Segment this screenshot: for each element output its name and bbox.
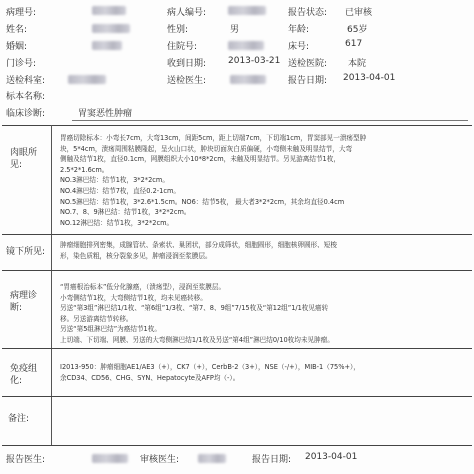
submitting-doctor-value [230, 75, 266, 84]
pathology-number-label: 病理号: [6, 8, 37, 18]
gross-line: 胃癌切除标本：小弯长7cm，大弯13cm，间距5cm，距上切端7cm，下切端1cm，胃窦部见一溃疡型肿 [60, 134, 367, 142]
diagnosis-line: 另送“第5组淋巴结”为癌结节1枚。 [60, 325, 161, 334]
gross-line: 侧触及结节1枚，直径0.1cm，网膜组织大小10*8*2cm，未触及明显结节。另见游离结节1枚， [60, 155, 340, 164]
marital-value [92, 41, 122, 50]
gross-findings-label-line2: 见: [10, 160, 23, 170]
gross-findings-label-line1: 肉眼所 [10, 148, 38, 158]
submitting-hospital-label: 送检医院: [288, 59, 328, 69]
ihc-line: I2013-950：肿瘤细胞AE1/AE3（+），CK7（+），CerbB-2（3+），NSE（-/+），MIB-1（75%+）， [60, 363, 360, 371]
patient-id-value [228, 6, 266, 15]
ihc-bottom-rule [2, 396, 472, 397]
report-date-label: 报告日期: [288, 76, 328, 86]
marital-label: 婚姻: [6, 42, 28, 52]
diagnosis-line: 小弯侧结节1枚，大弯侧结节1枚，均未见癌转移。 [60, 293, 207, 302]
gross-line: NO.4淋巴结：结节7枚，直径0.2-1cm。 [60, 186, 180, 195]
gross-line: NO.5淋巴结：结节1枚，3*2.6*1.5cm。NO6：结节5枚， 最大者3*2*2cm，其余均直径0.4cm [60, 197, 345, 206]
diagnosis-label-line2: 断: [10, 303, 23, 313]
submitting-department-label: 送检科室: [6, 76, 46, 86]
specimen-name-label: 标本名称: [6, 92, 46, 102]
report-date-value: 2013-04-01 [343, 73, 396, 83]
outpatient-number-label: 门诊号: [6, 59, 37, 69]
micro-bottom-rule [2, 270, 472, 271]
submitting-hospital-value: 本院 [348, 59, 367, 69]
diagnosis-text [60, 282, 470, 346]
gross-line: 块，5*4cm，溃疡周围粘膜隆起，呈火山口状，肿块切面灰白质偏硬，小弯侧未触及明显结节，大弯 [60, 144, 353, 153]
clinical-diagnosis-underline [72, 120, 468, 121]
gender-label: 性别: [167, 25, 189, 35]
diagnosis-bottom-rule [2, 348, 472, 349]
micro-line: 肿瘤细胞排列密集，成腺管状、条索状、巢团状，部分成筛状，细胞圆形，细胞核卵圆形、短梭 [60, 241, 337, 249]
name-label: 姓名: [6, 25, 28, 35]
bed-number-value: 617 [345, 39, 363, 49]
report-status-label: 报告状态: [288, 8, 328, 18]
reviewer-doctor-signature [198, 454, 226, 463]
remarks-label: 备注: [8, 414, 30, 424]
diagnosis-line: 另送“第3组”淋巴结1/1枚、“第6组”1/3枚、“第7、8、9组”7/15枚及“第12组”1/1枚见癌转 [60, 304, 329, 313]
clinical-diagnosis-label: 临床诊断: [6, 109, 46, 119]
micro-line: 形，染色质粗，核分裂象多见，肿瘤浸润至浆膜层。 [60, 251, 212, 260]
ihc-line: 余CD34、CD56、CHG、SYN、Hepatocyte及AFP均（-）。 [60, 373, 240, 382]
submitting-department-value [68, 75, 106, 84]
ihc-label-line1: 免疫组 [10, 364, 38, 374]
diagnosis-line: “胃癌根治标本”低分化腺癌，（溃疡型），浸润至浆膜层。 [60, 283, 226, 291]
gross-bottom-rule [2, 234, 472, 235]
bed-number-label: 床号: [288, 42, 310, 52]
report-doctor-signature [92, 454, 128, 463]
microscopic-findings-text [60, 240, 470, 261]
table-top-rule [2, 125, 472, 126]
microscopic-findings-label: 镜下所见: [6, 247, 46, 257]
gross-line: NO.12淋巴结：结节1枚，3*2*2cm。 [60, 218, 174, 227]
age-label: 年龄: [288, 25, 310, 35]
received-date-value: 2013-03-21 [228, 56, 281, 66]
inpatient-number-label: 住院号: [167, 42, 198, 52]
name-value [92, 24, 130, 33]
gross-line: NO.7、8、9淋巴结：结节1枚，3*2*2cm。 [60, 208, 191, 217]
gross-line: NO.3淋巴结：结节1枚，3*2*2cm。 [60, 176, 169, 185]
patient-id-label: 病人编号: [167, 8, 207, 18]
gross-findings-text [60, 133, 470, 228]
ihc-label-line2: 化: [10, 376, 23, 386]
footer-report-date-value: 2013-04-01 [305, 452, 358, 462]
label-column-divider [51, 125, 52, 445]
footer-report-date-label: 报告日期: [252, 455, 292, 465]
inpatient-number-value [228, 41, 264, 50]
clinical-diagnosis-value: 胃窦恶性肿瘤 [78, 109, 133, 119]
diagnosis-label-line1: 病理诊 [10, 291, 38, 301]
received-date-label: 收到日期: [167, 59, 207, 69]
age-value: 65岁 [347, 25, 368, 35]
remarks-bottom-rule [2, 445, 472, 446]
diagnosis-line: 上切端、下切端、网膜、另送的大弯侧淋巴结1/1枚及另送“第4组”淋巴结0/10枚均未见肿瘤。 [60, 335, 334, 344]
gender-value: 男 [230, 25, 240, 35]
report-doctor-label: 报告医生: [6, 455, 46, 465]
ihc-text [60, 362, 470, 383]
pathology-number-value [92, 6, 126, 15]
diagnosis-line: 移。另送游离结节转移。 [60, 314, 133, 323]
report-status-value: 已审核 [345, 8, 373, 18]
reviewer-doctor-label: 审核医生: [140, 455, 180, 465]
submitting-doctor-label: 送检医生: [167, 76, 207, 86]
gross-line: 2.5*2*1.6cm。 [60, 165, 109, 174]
